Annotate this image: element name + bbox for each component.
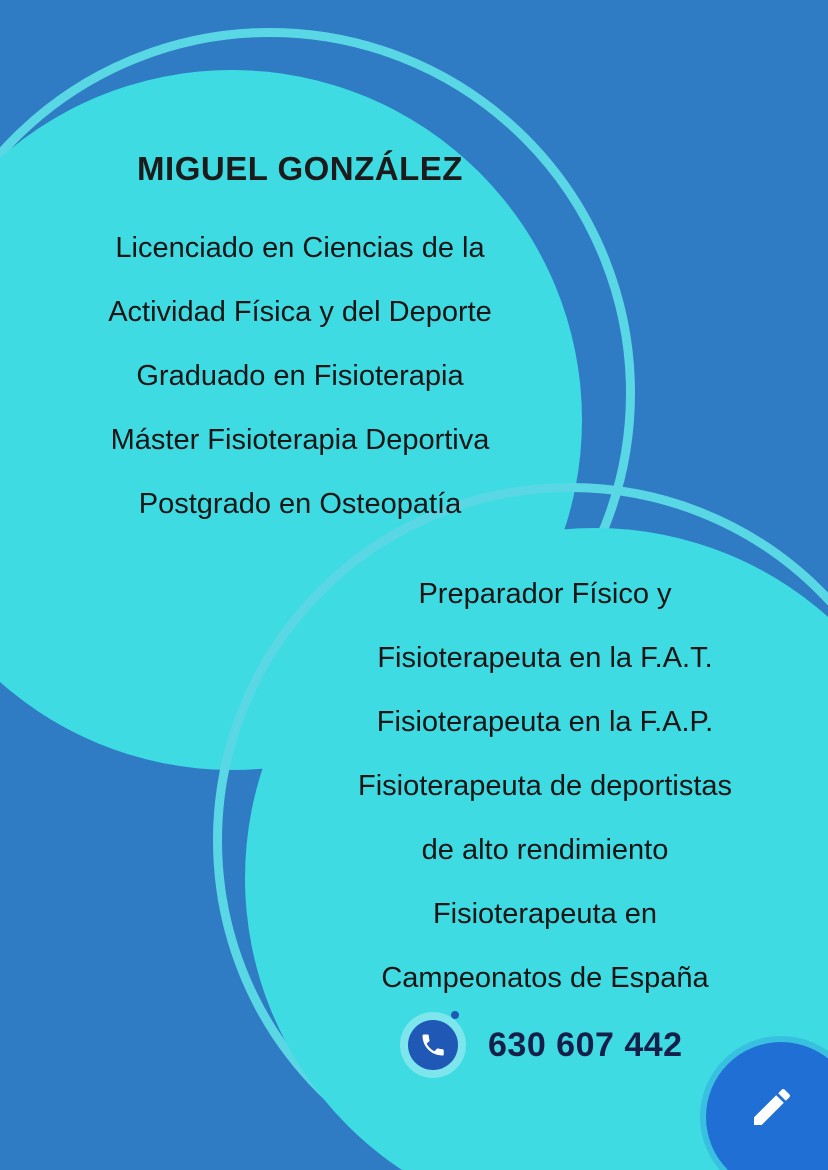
credential-line: Graduado en Fisioterapia bbox=[136, 360, 464, 392]
credential-line: Máster Fisioterapia Deportiva bbox=[110, 424, 490, 456]
phone-icon-dot bbox=[451, 1011, 459, 1019]
credential-line: de alto rendimiento bbox=[421, 834, 669, 866]
pencil-icon bbox=[748, 1083, 796, 1131]
phone-number[interactable]: 630 607 442 bbox=[488, 1025, 683, 1064]
credentials-bottom-block bbox=[260, 562, 828, 1010]
credential-line: Licenciado en Ciencias de la bbox=[115, 232, 485, 264]
phone-icon[interactable] bbox=[400, 1012, 466, 1078]
credential-line: Actividad Física y del Deporte bbox=[108, 296, 492, 328]
credential-line: Campeonatos de España bbox=[381, 962, 709, 994]
credential-line: Preparador Físico y bbox=[418, 578, 672, 610]
credential-line: Fisioterapeuta en la F.A.P. bbox=[376, 706, 714, 738]
person-name: MIGUEL GONZÁLEZ bbox=[137, 150, 463, 187]
credential-line: Postgrado en Osteopatía bbox=[138, 488, 462, 520]
credential-line: Fisioterapeuta en la F.A.T. bbox=[377, 642, 713, 674]
credential-line: Fisioterapeuta de deportistas bbox=[358, 770, 732, 802]
credentials-top-block bbox=[0, 150, 600, 536]
credential-line: Fisioterapeuta en bbox=[432, 898, 658, 930]
phone-row[interactable] bbox=[400, 1012, 683, 1078]
